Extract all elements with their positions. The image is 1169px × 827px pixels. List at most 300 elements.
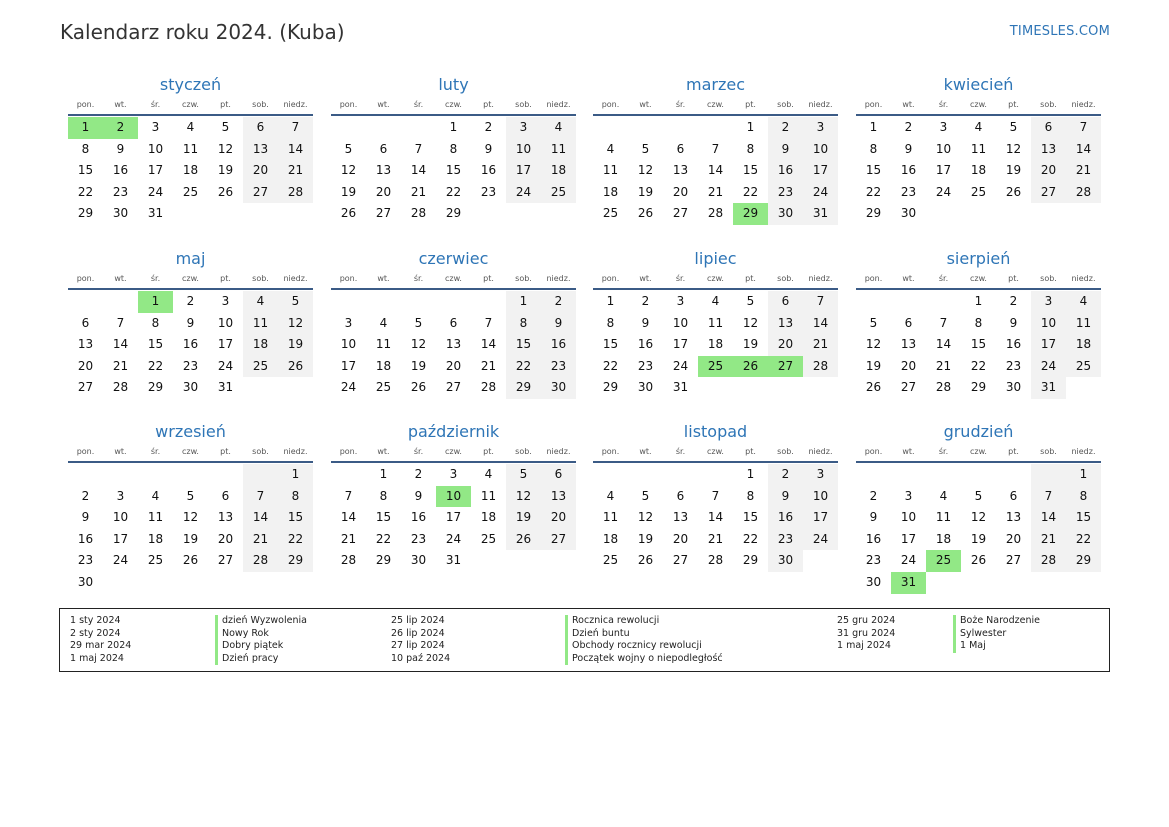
day-cell: 22 [77,184,94,199]
empty-cell [891,464,926,486]
legend-date: 31 gru 2024 [837,627,896,639]
empty-cell [173,464,208,486]
day-cell: 25 [602,553,619,568]
day-cell: 12 [1005,141,1022,156]
brand-link[interactable]: TIMESLES.COM [1009,24,1110,39]
day-cell: 6 [1031,117,1066,139]
day-cell: 18 [602,184,619,199]
weekday-label: śr. [675,274,686,283]
month-name: wrzesień [155,422,226,441]
day-cell: 3 [344,315,353,330]
legend-date: 27 lip 2024 [391,640,445,652]
weekday-header [331,99,576,116]
day-cell: 12 [182,510,199,525]
day-cell: 2 [768,464,803,486]
day-cell: 30 [182,380,199,395]
day-cell: 20 [541,507,576,529]
weekday-label: wt. [377,447,390,456]
day-cell: 27 [243,182,278,204]
day-cell: 21 [1031,529,1066,551]
day-cell: 3 [676,294,685,308]
day-cell: 31 [803,203,838,225]
day-cell: 24 [445,531,462,546]
weekday-label: czw. [970,274,987,283]
empty-cell [471,291,506,313]
day-cell: 2 [186,294,195,308]
day-cell: 3 [904,488,913,503]
day-cell: 17 [672,337,689,352]
empty-cell [961,464,996,486]
day-cell: 6 [676,141,685,156]
day-cell: 23 [768,182,803,204]
day-cell: 5 [1009,120,1018,134]
day-cell: 23 [112,184,129,199]
month-name: czerwiec [418,249,489,268]
day-cell: 18 [970,163,987,178]
empty-cell [506,203,541,225]
day-cell: 22 [602,358,619,373]
legend-holiday: Obchody rocznicy rewolucji [565,640,723,653]
legend-holiday: Boże Narodzenie [953,615,1040,628]
day-cell: 27 [1031,182,1066,204]
weekday-header [593,99,838,116]
month-block [68,248,313,399]
weekday-label: czw. [707,447,724,456]
day-cell: 12 [637,510,654,525]
empty-cell [208,464,243,486]
legend-holiday: Dobry piątek [215,640,307,653]
day-cell: 30 [768,550,803,572]
day-cell: 27 [445,380,462,395]
day-cell: 11 [182,141,199,156]
day-cell: 21 [1066,160,1101,182]
day-cell: 30 [637,380,654,395]
day-cell: 28 [707,206,724,221]
weekday-label: pon. [339,447,358,456]
day-grid [856,117,1101,225]
day-cell: 2 [1009,294,1018,308]
day-cell: 14 [803,313,838,335]
day-cell: 4 [606,488,615,503]
day-cell: 18 [147,531,164,546]
legend-date: 25 gru 2024 [837,615,896,626]
day-cell: 24 [506,182,541,204]
day-cell: 26 [217,184,234,199]
day-grid [856,464,1101,594]
weekday-label: sob. [777,100,794,109]
day-cell: 7 [1031,486,1066,508]
day-cell: 10 [506,139,541,161]
day-cell: 13 [1005,510,1022,525]
empty-cell [366,291,401,313]
day-cell: 16 [768,507,803,529]
day-cell: 18 [243,334,278,356]
day-cell: 18 [707,337,724,352]
month-block [331,421,576,572]
day-cell: 4 [541,117,576,139]
day-cell: 24 [112,553,129,568]
month-name: lipiec [694,249,737,268]
day-cell: 6 [221,488,230,503]
day-cell: 13 [672,163,689,178]
weekday-label: pon. [76,447,95,456]
weekday-label: sob. [1040,274,1057,283]
day-cell: 8 [746,141,755,156]
day-cell: 22 [147,358,164,373]
day-cell: 17 [445,510,462,525]
day-cell: 18 [602,531,619,546]
month-block [593,248,838,399]
legend-names-col-3 [953,615,1040,653]
day-cell: 12 [742,315,759,330]
weekday-label: pt. [220,447,231,456]
day-cell: 25 [698,356,733,378]
day-cell: 6 [449,315,458,330]
day-cell: 14 [410,163,427,178]
weekday-label: wt. [639,100,652,109]
day-cell: 7 [116,315,125,330]
day-cell: 6 [676,488,685,503]
day-cell: 19 [742,337,759,352]
weekday-label: czw. [445,100,462,109]
day-cell: 18 [935,531,952,546]
day-cell: 10 [147,141,164,156]
legend-holiday: 1 Maj [953,640,1040,653]
day-cell: 22 [865,184,882,199]
day-cell: 18 [375,358,392,373]
weekday-label: wt. [377,100,390,109]
day-cell: 30 [410,553,427,568]
day-cell: 13 [541,486,576,508]
weekday-label: śr. [150,100,161,109]
day-cell: 20 [243,160,278,182]
empty-cell [926,203,961,225]
day-cell: 3 [116,488,125,503]
day-cell: 27 [1005,553,1022,568]
weekday-label: śr. [675,100,686,109]
day-cell: 9 [641,315,650,330]
day-cell: 26 [970,553,987,568]
empty-cell [698,117,733,139]
weekday-label: sob. [515,100,532,109]
empty-cell [663,464,698,486]
day-cell: 24 [935,184,952,199]
day-cell: 6 [81,315,90,330]
empty-cell [436,291,471,313]
day-cell: 12 [637,163,654,178]
empty-cell [331,291,366,313]
day-cell: 13 [768,313,803,335]
day-cell: 21 [243,529,278,551]
day-cell: 4 [186,120,195,134]
empty-cell [366,117,401,139]
day-cell: 22 [445,184,462,199]
day-cell: 26 [1005,184,1022,199]
day-cell: 11 [375,337,392,352]
empty-cell [593,117,628,139]
day-cell: 29 [733,203,768,225]
weekday-label: czw. [182,447,199,456]
weekday-label: niedz. [283,274,308,283]
day-cell: 19 [340,184,357,199]
day-cell: 8 [606,315,615,330]
legend-holiday: Nowy Rok [215,628,307,641]
month-block [856,248,1101,399]
weekday-header [856,99,1101,116]
day-cell: 14 [278,139,313,161]
day-cell: 13 [900,337,917,352]
weekday-label: pon. [864,100,883,109]
day-cell: 30 [77,574,94,589]
day-cell: 22 [742,531,759,546]
day-cell: 8 [379,488,388,503]
day-cell: 11 [480,488,497,503]
day-cell: 7 [344,488,353,503]
page-title: Kalendarz roku 2024. (Kuba) [60,20,345,44]
weekday-label: sob. [777,274,794,283]
empty-cell [926,291,961,313]
empty-cell [593,464,628,486]
day-cell: 1 [869,120,878,134]
holiday-legend [59,608,1110,672]
weekday-label: wt. [114,274,127,283]
day-cell: 8 [81,141,90,156]
empty-cell [961,203,996,225]
day-cell: 15 [278,507,313,529]
day-cell: 15 [77,163,94,178]
weekday-label: śr. [675,447,686,456]
day-cell: 16 [410,510,427,525]
empty-cell [663,117,698,139]
day-cell: 21 [803,334,838,356]
day-cell: 12 [410,337,427,352]
day-cell: 21 [278,160,313,182]
month-name: grudzień [943,422,1014,441]
day-cell: 26 [410,380,427,395]
day-cell: 29 [865,206,882,221]
day-cell: 7 [1066,117,1101,139]
day-cell: 10 [217,315,234,330]
day-cell: 10 [803,139,838,161]
weekday-label: czw. [445,447,462,456]
day-cell: 26 [637,206,654,221]
day-cell: 29 [278,550,313,572]
day-cell: 3 [803,117,838,139]
day-cell: 23 [637,358,654,373]
day-cell: 20 [672,184,689,199]
day-cell: 4 [974,120,983,134]
day-cell: 5 [641,141,650,156]
empty-cell [278,572,313,594]
day-cell: 5 [186,488,195,503]
day-cell: 16 [182,337,199,352]
empty-cell [471,550,506,572]
legend-date: 29 mar 2024 [70,640,132,652]
weekday-label: sob. [515,274,532,283]
day-cell: 12 [865,337,882,352]
day-cell: 14 [707,510,724,525]
day-cell: 14 [935,337,952,352]
day-cell: 21 [480,358,497,373]
day-grid [68,464,313,594]
day-cell: 14 [480,337,497,352]
day-cell: 6 [379,141,388,156]
day-cell: 8 [278,486,313,508]
legend-dates-col-2 [391,615,450,665]
legend-holiday: Rocznica rewolucji [565,615,723,628]
day-cell: 25 [375,380,392,395]
day-cell: 11 [1066,313,1101,335]
weekday-label: wt. [639,447,652,456]
day-cell: 21 [410,184,427,199]
day-cell: 25 [602,206,619,221]
day-cell: 11 [602,163,619,178]
weekday-label: niedz. [546,447,571,456]
day-cell: 9 [1009,315,1018,330]
empty-cell [1066,203,1101,225]
day-cell: 21 [340,531,357,546]
day-cell: 23 [1005,358,1022,373]
weekday-label: pt. [483,447,494,456]
day-grid [593,117,838,225]
day-cell: 14 [707,163,724,178]
month-block [856,421,1101,594]
weekday-label: pt. [483,274,494,283]
day-cell: 6 [1009,488,1018,503]
day-cell: 3 [449,467,458,481]
day-cell: 17 [147,163,164,178]
empty-cell [68,291,103,313]
day-cell: 26 [865,380,882,395]
day-cell: 23 [410,531,427,546]
day-cell: 28 [707,553,724,568]
empty-cell [471,203,506,225]
day-cell: 15 [742,510,759,525]
day-cell: 28 [935,380,952,395]
empty-cell [208,203,243,225]
day-cell: 6 [243,117,278,139]
month-name: maj [175,249,206,268]
weekday-label: czw. [707,100,724,109]
legend-holiday: dzień Wyzwolenia [215,615,307,628]
weekday-label: wt. [114,100,127,109]
day-cell: 10 [672,315,689,330]
day-cell: 1 [606,294,615,308]
day-cell: 8 [1066,486,1101,508]
day-cell: 15 [602,337,619,352]
empty-cell [401,291,436,313]
empty-cell [1031,203,1066,225]
legend-holiday: Sylwester [953,628,1040,641]
day-cell: 9 [116,141,125,156]
day-cell: 8 [506,313,541,335]
day-cell: 17 [340,358,357,373]
day-cell: 10 [803,486,838,508]
day-cell: 27 [77,380,94,395]
weekday-label: pon. [76,100,95,109]
day-cell: 12 [970,510,987,525]
empty-cell [628,464,663,486]
empty-cell [856,291,891,313]
month-block [856,74,1101,225]
day-cell: 15 [1066,507,1101,529]
day-cell: 28 [1031,550,1066,572]
month-block [331,74,576,225]
day-cell: 17 [900,531,917,546]
month-name: luty [438,75,469,94]
day-cell: 25 [926,550,961,572]
empty-cell [68,464,103,486]
weekday-label: niedz. [546,274,571,283]
month-name: październik [407,422,500,441]
day-cell: 27 [375,206,392,221]
day-cell: 27 [672,553,689,568]
day-cell: 25 [243,356,278,378]
month-block [68,421,313,594]
weekday-label: śr. [150,447,161,456]
day-cell: 19 [278,334,313,356]
day-cell: 29 [1066,550,1101,572]
empty-cell [138,572,173,594]
day-cell: 3 [803,464,838,486]
day-grid [331,291,576,399]
day-cell: 13 [217,510,234,525]
day-cell: 2 [484,120,493,134]
day-cell: 25 [541,182,576,204]
day-cell: 13 [1031,139,1066,161]
day-cell: 26 [278,356,313,378]
weekday-label: pt. [1008,274,1019,283]
day-cell: 20 [900,358,917,373]
legend-dates-col-3 [837,615,895,653]
weekday-label: sob. [1040,447,1057,456]
legend-date: 10 paź 2024 [391,652,451,664]
empty-cell [243,572,278,594]
day-cell: 10 [436,486,471,508]
day-cell: 26 [506,529,541,551]
day-cell: 12 [506,486,541,508]
weekday-label: pon. [339,100,358,109]
day-cell: 4 [606,141,615,156]
month-block [593,74,838,225]
weekday-label: niedz. [808,447,833,456]
day-cell: 1 [746,467,755,481]
day-cell: 16 [768,160,803,182]
day-cell: 10 [1031,313,1066,335]
weekday-label: niedz. [283,447,308,456]
day-cell: 27 [541,529,576,551]
month-name: listopad [683,422,748,441]
day-cell: 30 [865,574,882,589]
month-block [68,74,313,225]
day-cell: 18 [480,510,497,525]
day-cell: 10 [900,510,917,525]
day-cell: 2 [541,291,576,313]
day-cell: 23 [77,553,94,568]
day-cell: 18 [1066,334,1101,356]
day-cell: 7 [414,141,423,156]
empty-cell [1031,464,1066,486]
empty-cell [996,203,1031,225]
day-cell: 19 [1005,163,1022,178]
weekday-label: pt. [1008,447,1019,456]
empty-cell [803,377,838,399]
empty-cell [996,464,1031,486]
empty-cell [1031,572,1066,594]
weekday-label: pt. [220,274,231,283]
day-cell: 1 [506,291,541,313]
day-cell: 15 [506,334,541,356]
